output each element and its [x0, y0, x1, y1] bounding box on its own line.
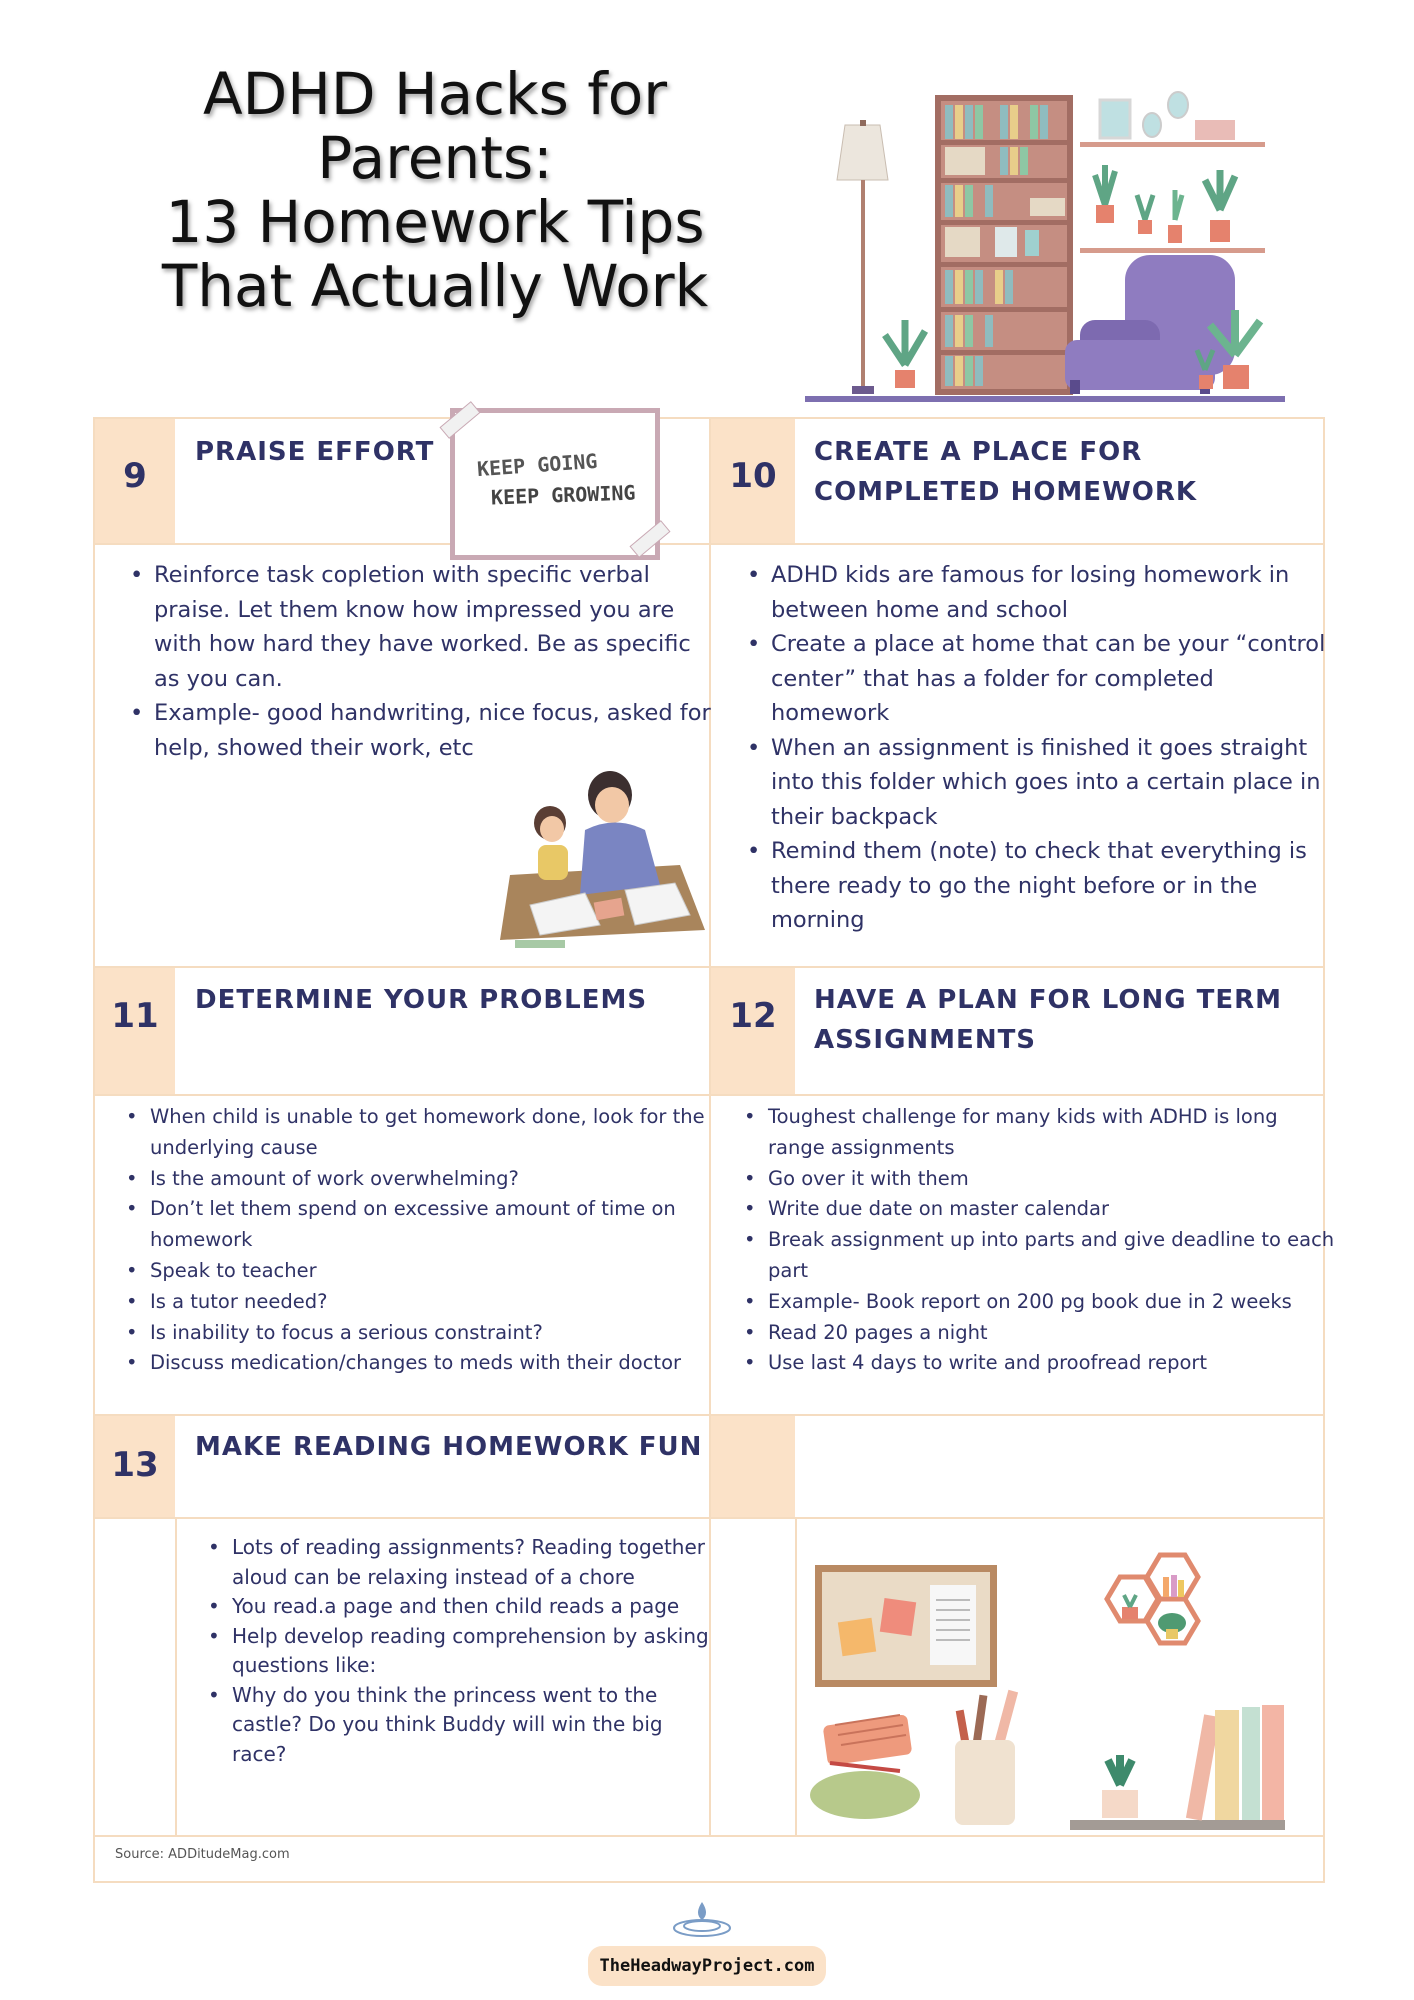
list-item: • Create a place at home that can be your “control center” that has a folder for completed homework [771, 627, 1336, 731]
grid-divider [93, 1414, 1325, 1416]
list-item: • Is inability to focus a serious constraint? [150, 1318, 725, 1349]
section-title [814, 980, 1282, 1060]
list-item: • Is the amount of work overwhelming? [150, 1164, 725, 1195]
wall-shelf-icon [1080, 92, 1265, 253]
title-line: ADHD Hacks for [202, 60, 668, 128]
section-number-cell [711, 968, 795, 1094]
section-11-list [122, 1102, 725, 1379]
section-title-line: COMPLETED HOMEWORK [814, 477, 1198, 507]
floor-line-icon [805, 396, 1285, 402]
section-title-line: HAVE A PLAN FOR LONG TERM [814, 985, 1283, 1015]
title-line: That Actually Work [161, 252, 709, 320]
section-number-cell [95, 1416, 175, 1517]
list-item: • Read 20 pages a night [768, 1318, 1338, 1349]
list-item: • When child is unable to get homework done, look for the underlying cause [150, 1102, 725, 1164]
parent-child-study-illustration [500, 765, 710, 950]
section-title-line: CREATE A PLACE FOR [814, 437, 1143, 467]
list-item: • Go over it with them [768, 1164, 1338, 1195]
grid-divider [93, 543, 1325, 545]
section-9-list [126, 558, 714, 765]
grid-border-bottom [93, 1881, 1325, 1883]
title-line: Parents: [317, 124, 553, 192]
section-title: DETERMINE YOUR PROBLEMS [195, 985, 648, 1015]
note-line: KEEP GOING [476, 448, 599, 482]
section-number: 10 [729, 456, 777, 496]
grid-border-left [93, 417, 95, 1883]
plant-pot-icon [1102, 1755, 1138, 1818]
grid-divider [93, 1094, 1325, 1096]
list-item: • When an assignment is finished it goes straight into this folder which goes into a certain place in their backpack [771, 731, 1336, 835]
footer-link[interactable]: TheHeadwayProject.com [588, 1946, 826, 1986]
grid-divider [93, 1517, 1325, 1519]
list-item: • Don’t let them spend on excessive amount of time on homework [150, 1194, 725, 1256]
list-item: • Toughest challenge for many kids with ADHD is long range assignments [768, 1102, 1338, 1164]
section-number: 12 [729, 996, 777, 1036]
section-title: PRAISE EFFORT [195, 437, 435, 467]
section-title: MAKE READING HOMEWORK FUN [195, 1432, 703, 1462]
list-item: • Speak to teacher [150, 1256, 725, 1287]
child-shirt-icon [538, 845, 568, 880]
title-line: 13 Homework Tips [165, 188, 705, 256]
list-item: • Is a tutor needed? [150, 1287, 725, 1318]
bookshelf-icon [935, 95, 1073, 395]
section-number: 13 [111, 1444, 159, 1485]
list-item: • Why do you think the princess went to the castle? Do you think Buddy will win the big race? [232, 1681, 722, 1770]
section-number: 11 [111, 996, 159, 1036]
list-item: • Write due date on master calendar [768, 1194, 1338, 1225]
pencil-cup-icon [955, 1690, 1018, 1825]
section-number-cell [711, 419, 795, 543]
list-item: • Example- Book report on 200 pg book due in 2 weeks [768, 1287, 1338, 1318]
floor-lamp-icon [837, 120, 888, 394]
source-note: Source: ADDitudeMag.com [115, 1847, 290, 1862]
list-item: • Example- good handwriting, nice focus, asked for help, showed their work, etc [154, 696, 714, 765]
section-title-line: ASSIGNMENTS [814, 1025, 1037, 1055]
section-title [814, 432, 1197, 512]
list-item: • You read.a page and then child reads a page [232, 1592, 722, 1622]
section-number: 9 [123, 456, 147, 496]
list-item: • Remind them (note) to check that everything is there ready to go the night before or in the morning [771, 834, 1336, 938]
grid-divider-vertical [175, 1517, 177, 1835]
list-item: • Break assignment up into parts and give deadline to each part [768, 1225, 1338, 1287]
armchair-icon [1065, 255, 1235, 394]
list-item: • ADHD kids are famous for losing homework in between home and school [771, 558, 1336, 627]
grid-divider-vertical [795, 1517, 797, 1835]
page-title [110, 62, 760, 318]
living-room-illustration [800, 80, 1290, 410]
list-item: • Reinforce task copletion with specific verbal praise. Let them know how impressed you are with how hard they have worked. Be as specific as you can. [154, 558, 714, 696]
section-12-list [740, 1102, 1338, 1379]
section-number-cell [95, 419, 175, 543]
empty-number-cell [711, 1416, 795, 1517]
hexagon-shelf-icon [1107, 1555, 1198, 1643]
list-item: • Use last 4 days to write and proofread report [768, 1348, 1338, 1379]
parent-shirt-icon [580, 823, 660, 896]
list-item: • Discuss medication/changes to meds with their doctor [150, 1348, 725, 1379]
note-line: KEEP GROWING [490, 480, 636, 510]
grid-divider [93, 966, 1325, 968]
section-10-list [743, 558, 1336, 938]
grid-divider [93, 1835, 1325, 1837]
section-number-cell [95, 968, 175, 1094]
tape-icon [430, 395, 680, 565]
list-item: • Help develop reading comprehension by asking questions like: [232, 1622, 722, 1681]
corkboard-icon [815, 1565, 997, 1687]
headway-logo-icon [672, 1900, 732, 1940]
section-13-list [204, 1533, 722, 1769]
list-item: • Lots of reading assignments? Reading together aloud can be relaxing instead of a chore [232, 1533, 722, 1592]
desk-supplies-illustration [800, 1545, 1310, 1830]
pencil-case-icon [810, 1714, 920, 1819]
